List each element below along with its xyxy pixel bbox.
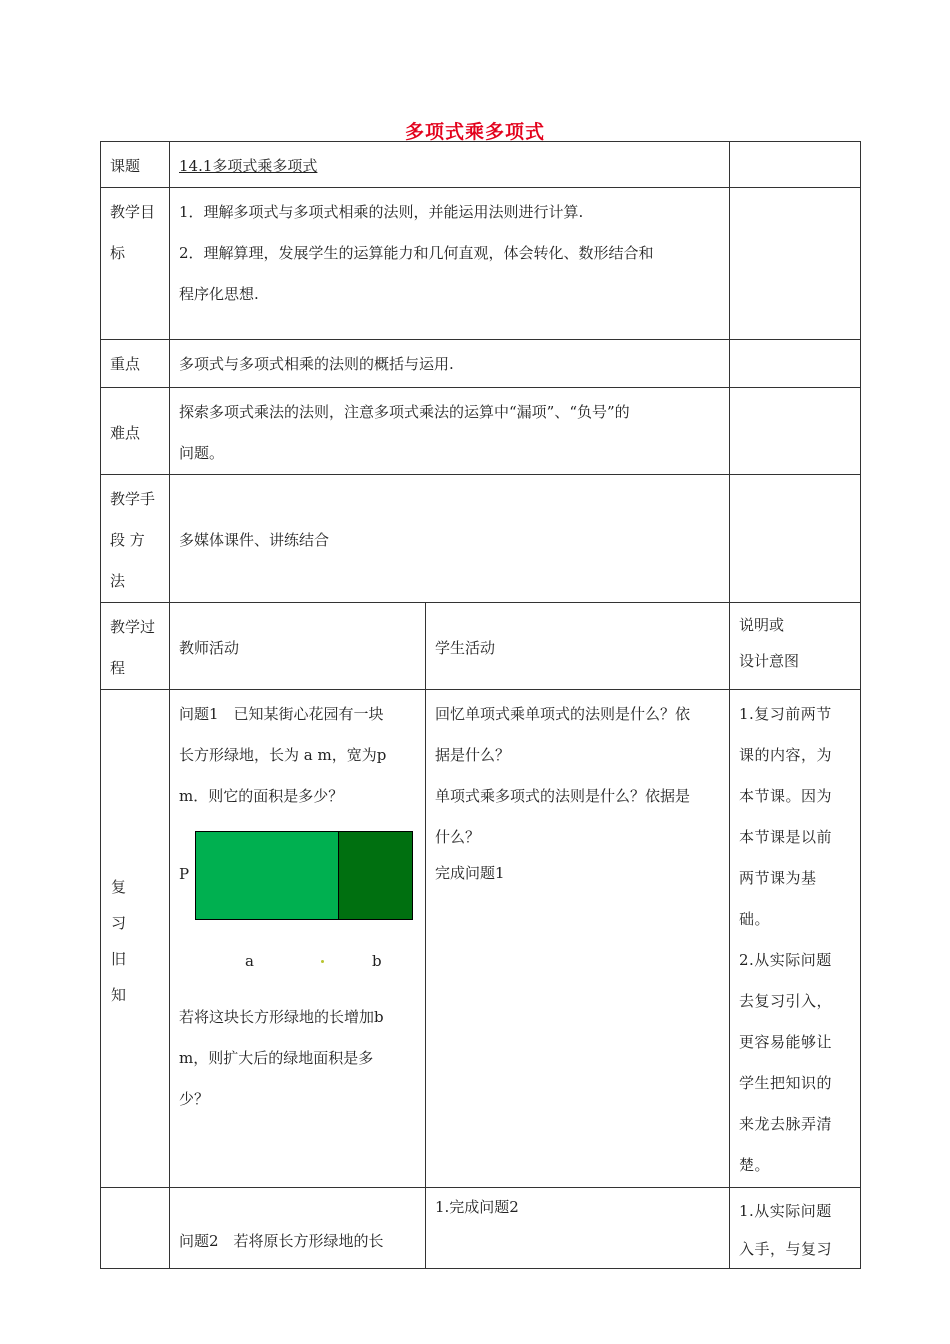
review-teacher [170, 690, 426, 1188]
notes-line: 1.从实际问题 [739, 1202, 832, 1220]
label-p: P [179, 865, 190, 883]
row-difficulty [101, 388, 861, 475]
label-a: a [245, 952, 254, 970]
student-line: 1.完成问题2 [435, 1198, 519, 1216]
teacher-line: 长方形绿地，长为 a m，宽为p [179, 746, 387, 764]
label-line: 习 [111, 913, 127, 932]
row-objectives [101, 188, 861, 340]
difficulty-line: 问题。 [179, 444, 225, 462]
label-line: 旧 [111, 949, 127, 968]
notes-line: 来龙去脉弄清 [739, 1115, 833, 1133]
student-line: 完成问题1 [435, 864, 505, 882]
label-line: 标 [110, 244, 126, 262]
notes-line: 设计意图 [739, 652, 800, 670]
methods-value: 多媒体课件、讲练结合 [170, 475, 730, 603]
student-line: 据是什么？ [435, 746, 511, 764]
rectangle-b-p [338, 831, 413, 920]
label-line: 法 [110, 572, 126, 590]
label-objectives [101, 188, 170, 340]
objectives-notes [730, 188, 861, 340]
teacher-line: 问题2 若将原长方形绿地的长 [179, 1232, 384, 1250]
student-line: 什么？ [435, 828, 481, 846]
notes-line: 说明或 [739, 616, 785, 634]
row-problem-2 [101, 1188, 861, 1269]
topic-text: 14.1多项式乘多项式 [179, 157, 318, 175]
label-key-point: 重点 [101, 340, 170, 388]
label-line: 复 [111, 877, 127, 896]
objective-line: 程序化思想. [179, 285, 259, 303]
label-line: 教学目 [110, 203, 156, 221]
label-line: 段 方 [110, 531, 145, 549]
label-line: 教学手 [110, 490, 156, 508]
key-point-notes [730, 340, 861, 388]
notes-line: 楚。 [739, 1156, 771, 1174]
notes-line: 课的内容，为 [739, 746, 833, 764]
notes-line: 入手，与复习 [739, 1240, 833, 1258]
student-line: 回忆单项式乘单项式的法则是什么？依 [435, 705, 691, 723]
teacher-line: 问题1 已知某街心花园有一块 [179, 705, 384, 723]
label-b: b [372, 952, 382, 970]
notes-line: 2.从实际问题 [739, 951, 832, 969]
review-notes [730, 690, 861, 1188]
difficulty-notes [730, 388, 861, 475]
header-student: 学生活动 [426, 603, 730, 690]
problem-2-teacher [170, 1188, 426, 1269]
notes-line: 去复习引入， [739, 992, 833, 1010]
label-line: 程 [110, 659, 126, 677]
label-topic: 课题 [101, 142, 170, 188]
label-line: 教学过 [110, 618, 156, 636]
label-methods [101, 475, 170, 603]
row-review [101, 690, 861, 1188]
methods-notes [730, 475, 861, 603]
key-point-value: 多项式与多项式相乘的法则的概括与运用. [170, 340, 730, 388]
topic-notes [730, 142, 861, 188]
teacher-line: m．则它的面积是多少？ [179, 787, 344, 805]
header-teacher: 教师活动 [170, 603, 426, 690]
label-line: 知 [111, 985, 127, 1004]
notes-line: 本节课。因为 [739, 787, 833, 805]
notes-line: 学生把知识的 [739, 1074, 833, 1092]
notes-line: 础。 [739, 910, 771, 928]
decorative-dot [321, 960, 324, 963]
row-process-header [101, 603, 861, 690]
teacher-line: m，则扩大后的绿地面积是多 [179, 1049, 374, 1067]
header-notes [730, 603, 861, 690]
notes-line: 1.复习前两节 [739, 705, 832, 723]
objective-line: 1．理解多项式与多项式相乘的法则，并能运用法则进行计算. [179, 203, 584, 221]
rectangle-figure [179, 817, 417, 997]
difficulty-value [170, 388, 730, 475]
row-methods [101, 475, 861, 603]
label-problem-2 [101, 1188, 170, 1269]
lesson-plan-table [100, 141, 861, 1269]
notes-line: 两节课为基 [739, 869, 817, 887]
student-line: 单项式乘多项式的法则是什么？依据是 [435, 787, 691, 805]
row-topic [101, 142, 861, 188]
notes-line: 更容易能够让 [739, 1033, 833, 1051]
objectives-value [170, 188, 730, 340]
teacher-line: 若将这块长方形绿地的长增加b [179, 1008, 384, 1026]
notes-line: 本节课是以前 [739, 828, 833, 846]
teacher-line: 少？ [179, 1090, 210, 1108]
label-process [101, 603, 170, 690]
row-key-point [101, 340, 861, 388]
problem-2-notes [730, 1188, 861, 1269]
topic-value [170, 142, 730, 188]
difficulty-line: 探索多项式乘法的法则，注意多项式乘法的运算中“漏项”、“负号”的 [179, 403, 630, 421]
label-review [101, 690, 170, 1188]
rectangle-a-p [195, 831, 340, 920]
objective-line: 2．理解算理，发展学生的运算能力和几何直观，体会转化、数形结合和 [179, 244, 654, 262]
problem-2-student [426, 1188, 730, 1269]
label-difficulty: 难点 [101, 388, 170, 475]
page-title: 多项式乘多项式 [404, 121, 545, 143]
review-student [426, 690, 730, 1188]
